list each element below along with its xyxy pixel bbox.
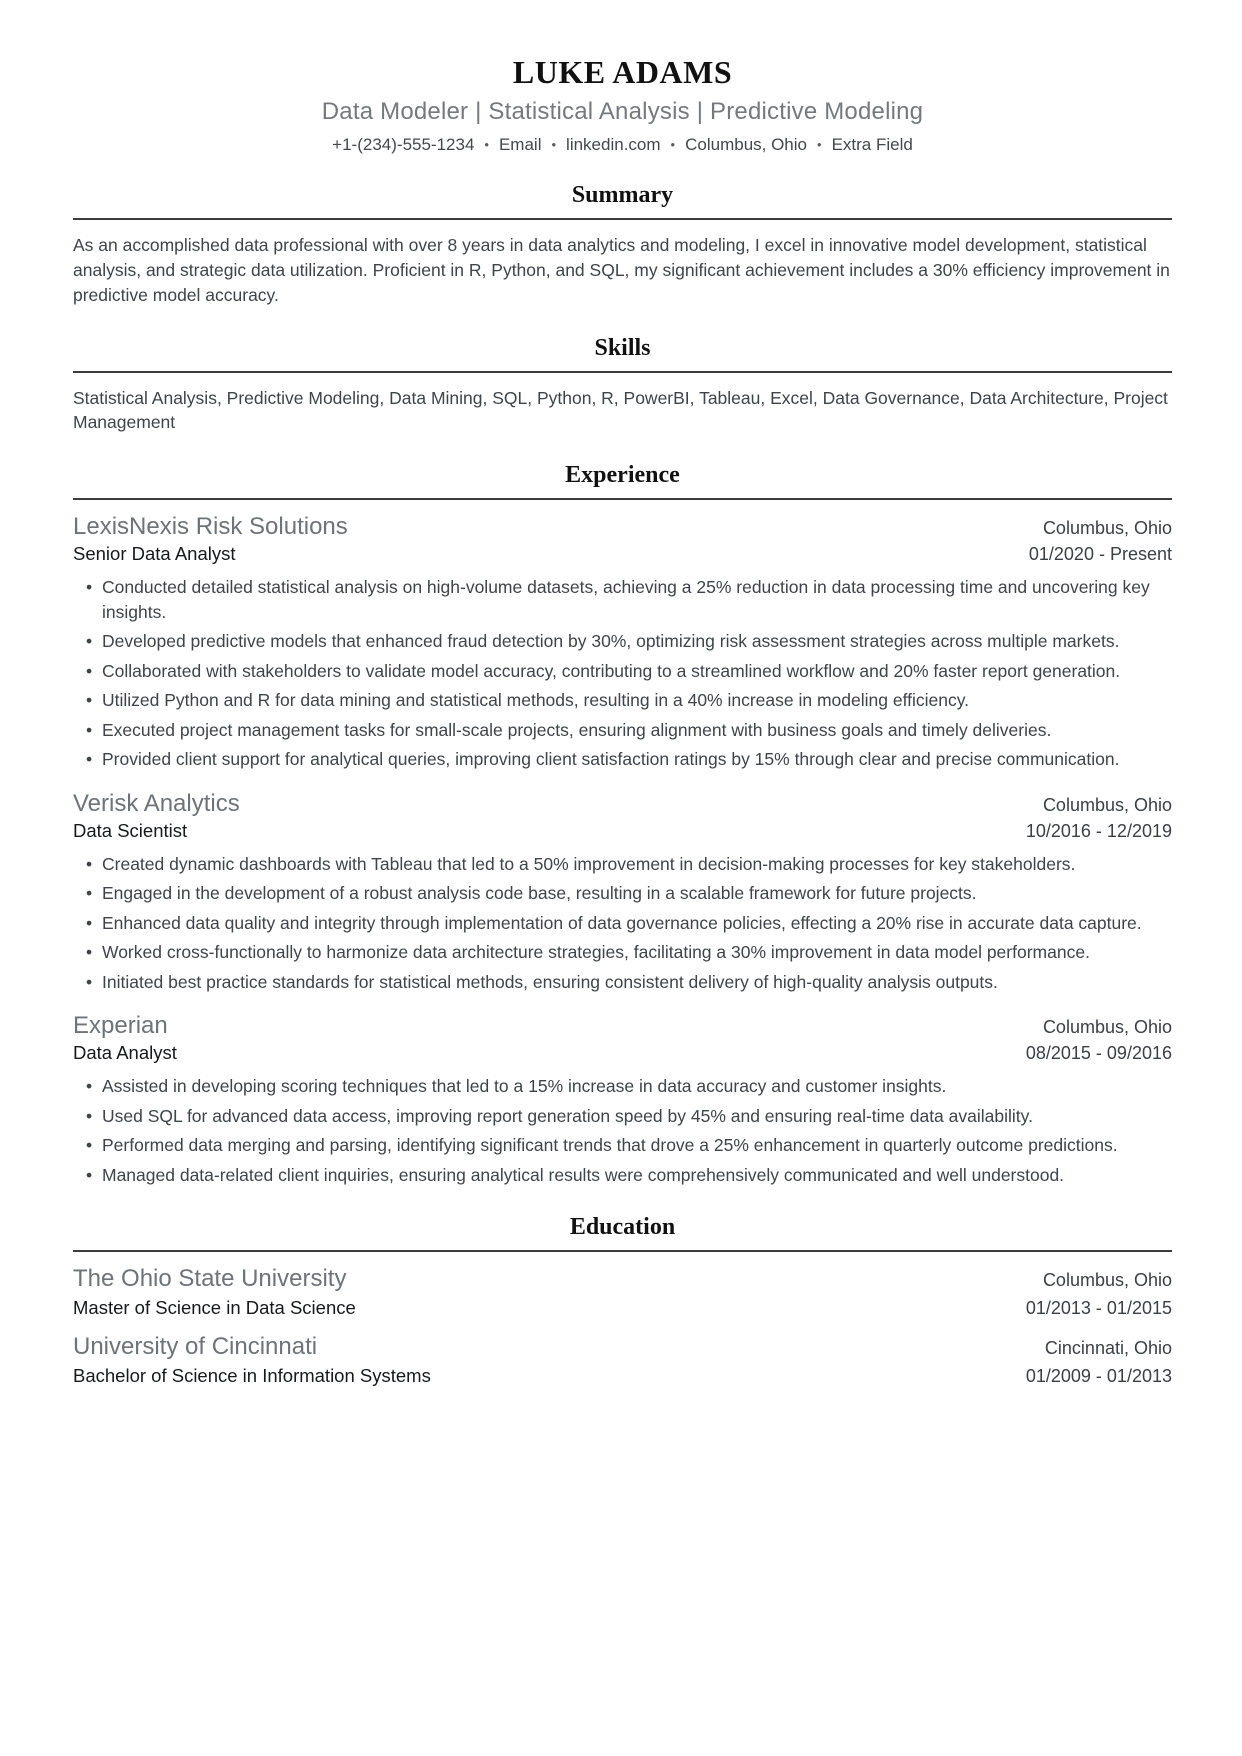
job-bullet: • Managed data-related client inquiries, ensuring analytical results were comprehensively communicated and well understood. [73, 1163, 1172, 1188]
contact-linkedin-link[interactable]: linkedin.com [566, 135, 661, 154]
job-dates: 01/2020 - Present [1028, 544, 1172, 565]
education-degree-row [73, 1363, 1172, 1387]
school-name: The Ohio State University [73, 1265, 347, 1293]
job-bullet-list [73, 1074, 1172, 1187]
experience-role-row [73, 543, 1172, 565]
contact-separator-dot: • [484, 137, 489, 152]
contact-extra-field: Extra Field [831, 135, 913, 154]
job-dates: 10/2016 - 12/2019 [1025, 820, 1172, 841]
experience-entry-head [73, 1012, 1172, 1040]
section-rule [73, 371, 1172, 373]
job-title: Data Analyst [73, 1042, 177, 1064]
experience-entry-head [73, 790, 1172, 818]
summary-text: As an accomplished data professional with over 8 years in data analytics and modeling, I excel in innovative model development, statistical analysis, and strategic data utilization. Proficient in R, Python, and SQL, my significant achievement includes a 30% efficiency improvement in predictive model accuracy. [73, 235, 1170, 305]
job-bullet: • Developed predictive models that enhanced fraud detection by 30%, optimizing risk assessment strategies across multiple markets. [73, 629, 1172, 654]
job-bullet: • Collaborated with stakeholders to validate model accuracy, contributing to a streamlined workflow and 20% faster report generation. [73, 659, 1172, 684]
job-bullet: • Executed project management tasks for small-scale projects, ensuring alignment with business goals and timely deliveries. [73, 718, 1172, 743]
job-bullet: • Engaged in the development of a robust analysis code base, resulting in a scalable framework for future projects. [73, 881, 1172, 906]
contact-separator-dot: • [817, 137, 822, 152]
job-bullet: • Conducted detailed statistical analysis on high-volume datasets, achieving a 25% reduction in data processing time and uncovering key insights. [73, 575, 1172, 624]
candidate-name: LUKE ADAMS [512, 54, 733, 90]
job-title: Data Scientist [73, 819, 188, 841]
experience-role-row [73, 1042, 1172, 1064]
section-title-skills: Skills [594, 334, 651, 361]
contact-separator-dot: • [670, 137, 676, 152]
job-title: Senior Data Analyst [73, 543, 236, 565]
job-bullet: • Assisted in developing scoring techniques that led to a 15% increase in data accuracy and customer insights. [73, 1074, 1172, 1099]
contact-phone: +1-(234)-555-1234 [332, 135, 475, 154]
school-location: Cincinnati, Ohio [1044, 1338, 1172, 1359]
school-dates: 01/2009 - 01/2013 [1025, 1366, 1172, 1387]
education-entry-head [73, 1265, 1172, 1293]
education-entry [73, 1265, 1172, 1319]
resume-header [73, 54, 1172, 155]
job-location: Columbus, Ohio [1042, 794, 1172, 815]
experience-entry [73, 1012, 1172, 1187]
experience-role-row [73, 820, 1172, 842]
experience-entry-head [73, 513, 1172, 541]
job-location: Columbus, Ohio [1042, 518, 1172, 539]
section-rule [73, 498, 1172, 500]
school-location: Columbus, Ohio [1042, 1270, 1172, 1291]
education-degree-row [73, 1295, 1172, 1319]
job-bullet: • Utilized Python and R for data mining and statistical methods, resulting in a 40% increase in modeling efficiency. [73, 688, 1172, 713]
job-bullet-list [73, 575, 1172, 772]
contact-location: Columbus, Ohio [685, 135, 807, 154]
job-bullet: • Worked cross-functionally to harmonize data architecture strategies, facilitating a 30% improvement in data model performance. [73, 940, 1172, 965]
job-bullet: • Enhanced data quality and integrity through implementation of data governance policies, effecting a 20% rise in accurate data capture. [73, 911, 1172, 936]
job-dates: 08/2015 - 09/2016 [1025, 1043, 1172, 1064]
company-name: LexisNexis Risk Solutions [73, 513, 348, 541]
job-bullet: • Provided client support for analytical queries, improving client satisfaction ratings by 15% through clear and precise communication. [73, 747, 1172, 772]
skills-text: Statistical Analysis, Predictive Modeling, Data Mining, SQL, Python, R, PowerBI, Tableau, Excel, Data Governance, Data Architecture, Project Management [73, 387, 1168, 433]
company-name: Experian [73, 1012, 168, 1040]
degree-name: Bachelor of Science in Information Systems [73, 1365, 431, 1387]
candidate-tagline: Data Modeler | Statistical Analysis | Predictive Modeling [321, 98, 924, 125]
experience-entry [73, 513, 1172, 772]
section-rule [73, 1250, 1172, 1252]
job-bullet: • Initiated best practice standards for statistical methods, ensuring consistent delivery of high-quality analysis outputs. [73, 970, 1172, 995]
contact-email-link[interactable]: Email [498, 135, 542, 154]
degree-name: Master of Science in Data Science [73, 1297, 356, 1319]
experience-entry [73, 790, 1172, 995]
school-name: University of Cincinnati [73, 1333, 318, 1361]
contact-line [73, 135, 1172, 155]
job-bullet: • Used SQL for advanced data access, improving report generation speed by 45% and ensuring real-time data availability. [73, 1104, 1172, 1129]
contact-separator-dot: • [551, 137, 557, 152]
education-entry-head [73, 1333, 1172, 1361]
section-rule [73, 218, 1172, 220]
job-bullet: • Performed data merging and parsing, identifying significant trends that drove a 25% enhancement in quarterly outcome predictions. [73, 1133, 1172, 1158]
school-dates: 01/2013 - 01/2015 [1025, 1298, 1172, 1319]
job-bullet: • Created dynamic dashboards with Tableau that led to a 50% improvement in decision-making processes for key stakeholders. [73, 852, 1172, 877]
section-title-education: Education [569, 1214, 676, 1241]
section-title-experience: Experience [565, 462, 680, 489]
job-location: Columbus, Ohio [1042, 1017, 1172, 1038]
section-title-summary: Summary [571, 182, 674, 208]
education-entry [73, 1333, 1172, 1387]
company-name: Verisk Analytics [73, 789, 240, 817]
job-bullet-list [73, 852, 1172, 995]
